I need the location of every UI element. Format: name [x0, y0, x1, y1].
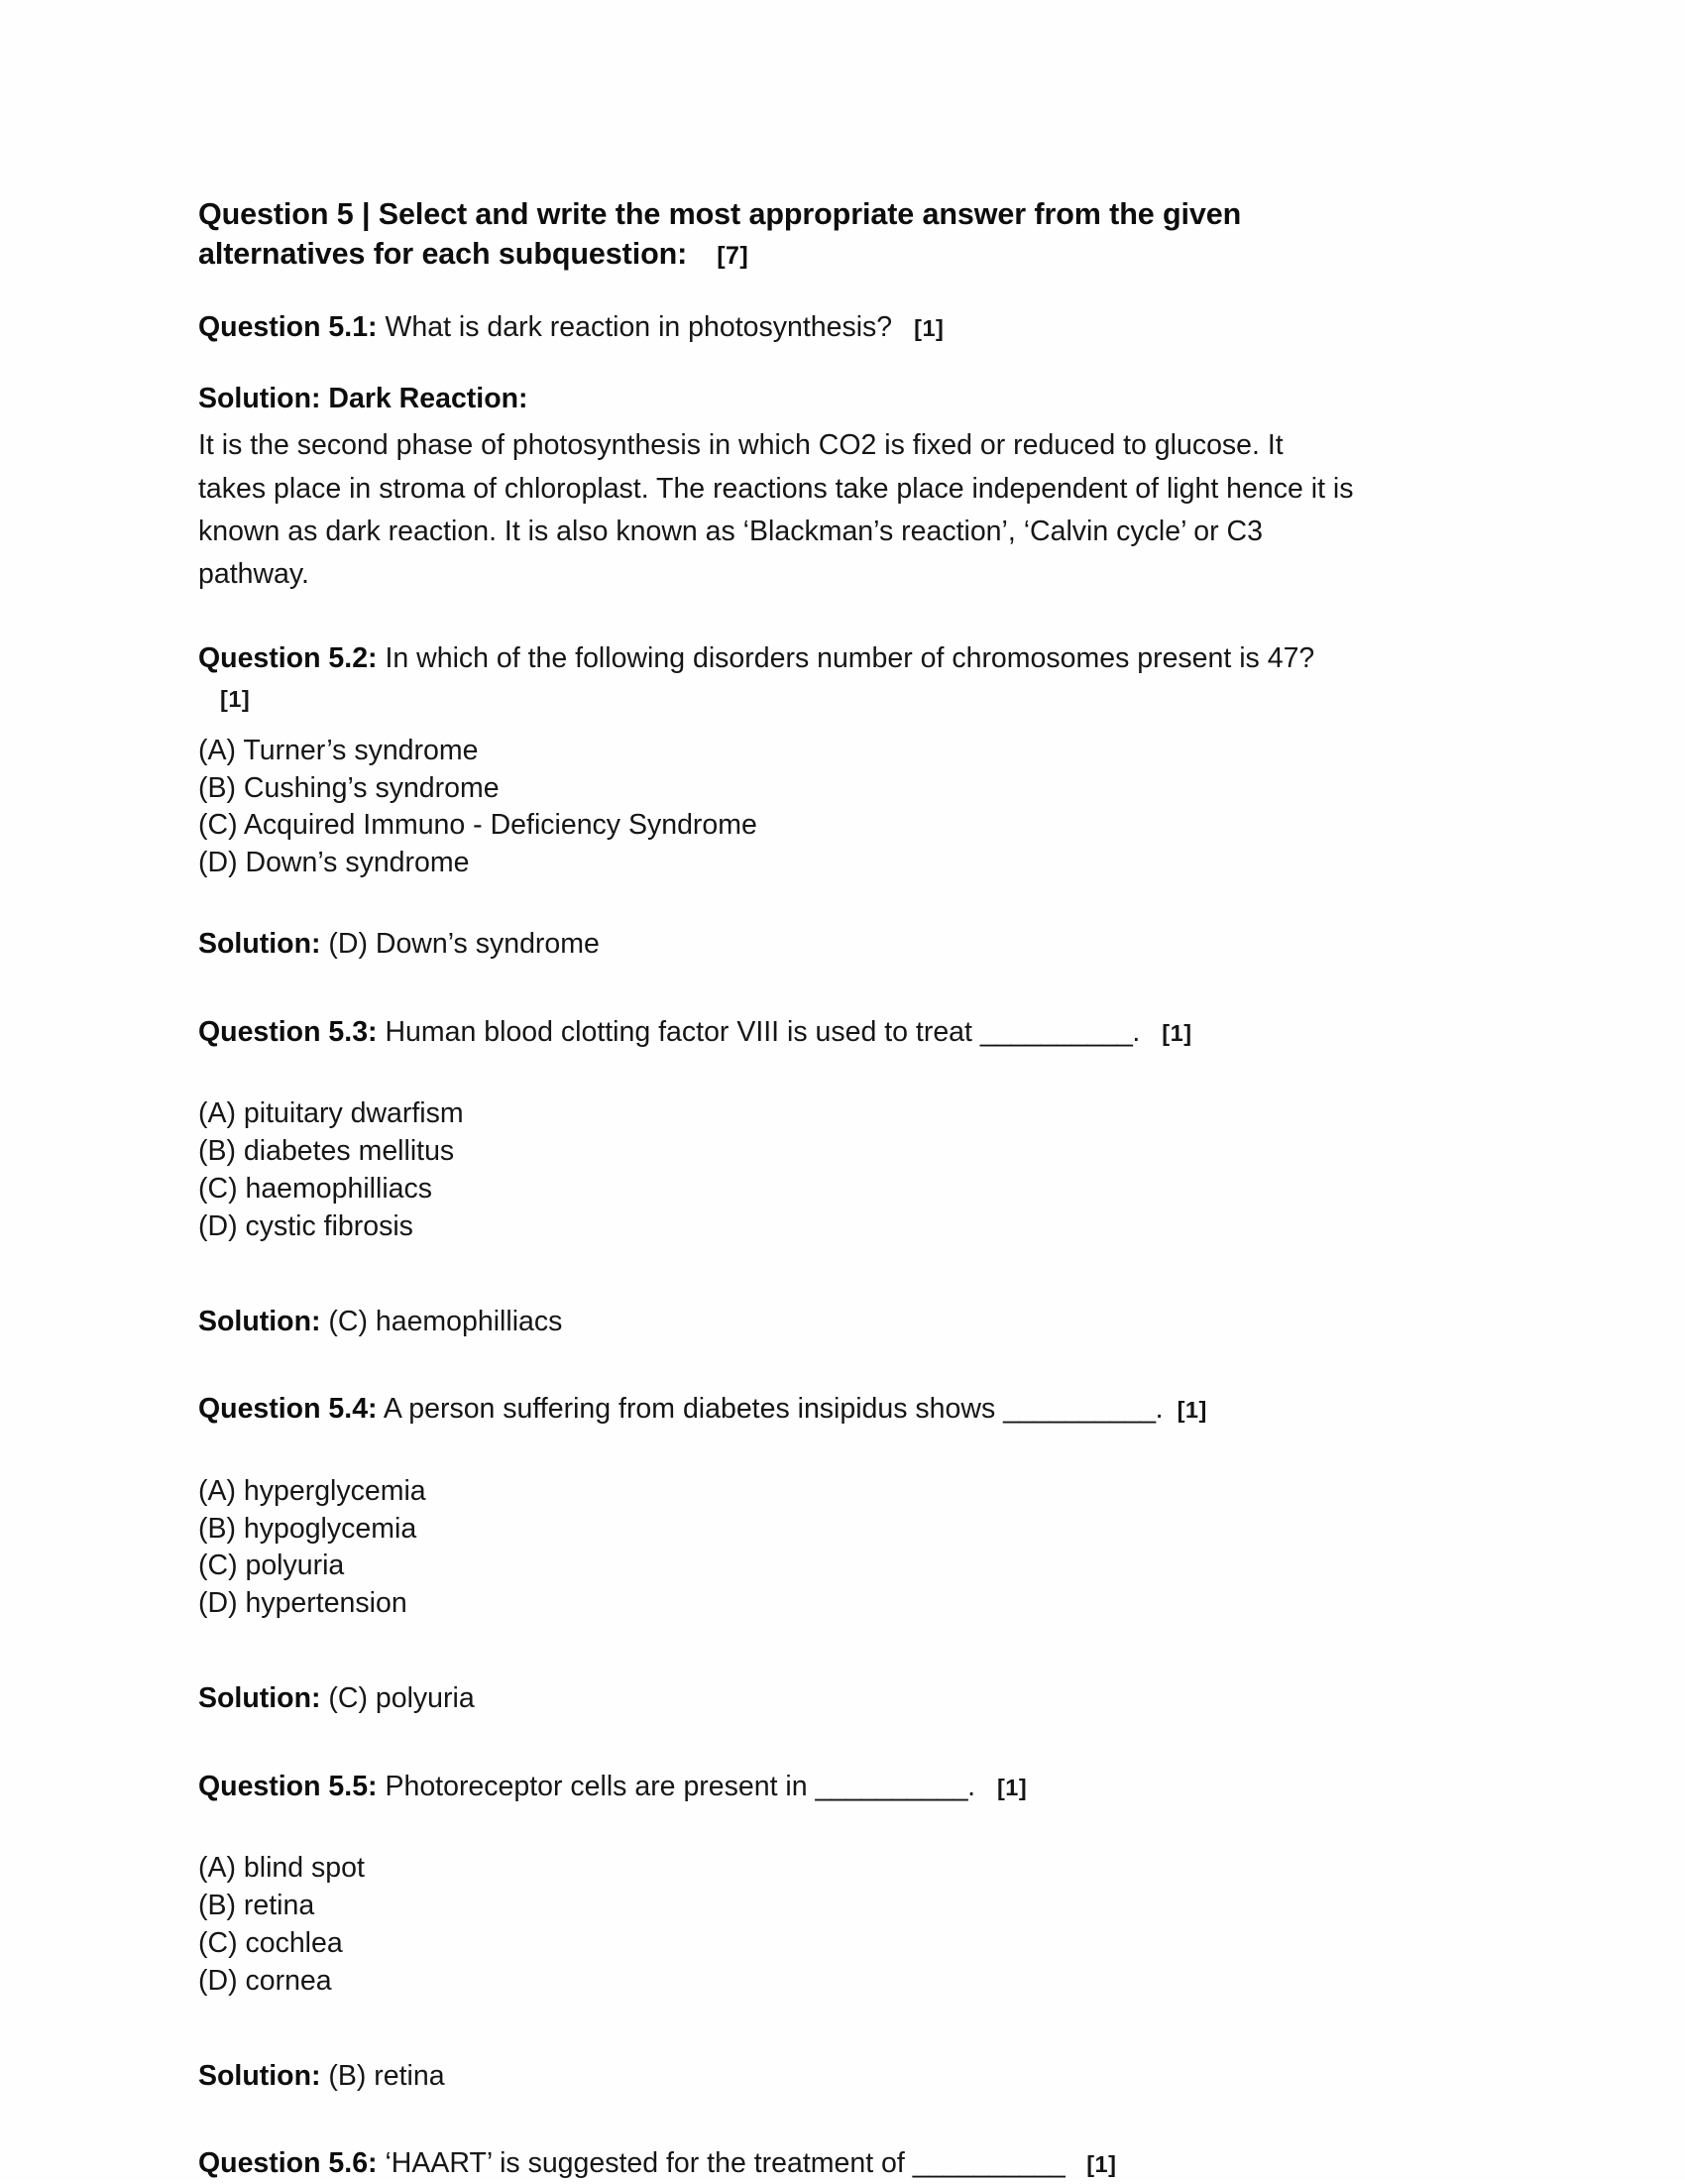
solution-5-2: [198, 924, 1358, 964]
question-5-5-marks: [1]: [996, 1774, 1028, 1800]
solution-5-4-label: Solution:: [198, 1682, 321, 1715]
option-item: (B) retina: [198, 1890, 315, 1922]
solution-5-4: [198, 1678, 1358, 1718]
options-5-2: [198, 733, 1358, 883]
option-item: (D) hypertension: [198, 1587, 407, 1620]
spacer: [198, 1347, 1358, 1389]
option-item: (A) Turner’s syndrome: [198, 734, 479, 766]
spacer: [198, 1066, 1358, 1095]
spacer: [198, 971, 1358, 1012]
question-5-1-text: What is dark reaction in photosynthesis?: [377, 310, 893, 343]
document-content: [198, 194, 1358, 2184]
solution-5-4-text: (C) polyuria: [320, 1682, 475, 1715]
question-5-1-marks: [1]: [914, 314, 945, 341]
options-5-4: [198, 1473, 1358, 1624]
option-item: (C) cochlea: [198, 1926, 343, 1959]
spacer: [198, 882, 1358, 924]
option-item: (D) cystic fibrosis: [198, 1209, 413, 1242]
spacer: [198, 1820, 1358, 1850]
question-5-6-blank: __________: [912, 2147, 1066, 2180]
option-item: (D) cornea: [198, 1964, 332, 1997]
solution-5-5-text: (B) retina: [320, 2059, 445, 2092]
option-item: (A) pituitary dwarfism: [198, 1097, 464, 1130]
question-5-3-label: Question 5.3:: [198, 1015, 378, 1048]
option-item: (C) polyuria: [198, 1550, 345, 1582]
page-title-marks: [7]: [717, 242, 749, 271]
solution-5-1-label: Solution: Dark Reaction:: [198, 382, 528, 414]
question-5-2-label: Question 5.2:: [198, 641, 378, 674]
spacer: [198, 2001, 1358, 2056]
question-5-1-label: Question 5.1:: [198, 310, 378, 343]
question-5-4-text: A person suffering from diabetes insipidus shows: [377, 1393, 1004, 1426]
option-item: (B) hypoglycemia: [198, 1512, 417, 1545]
question-5-4-label: Question 5.4:: [198, 1393, 378, 1426]
spacer: [198, 597, 1358, 638]
question-5-5-blank: __________: [815, 1770, 968, 1802]
option-item: (A) blind spot: [198, 1852, 365, 1885]
question-5-5-label: Question 5.5:: [198, 1770, 378, 1802]
question-5-6-label: Question 5.6:: [198, 2147, 378, 2180]
solution-5-3: [198, 1302, 1358, 1341]
solution-5-3-label: Solution:: [198, 1305, 321, 1337]
options-5-5: [198, 1850, 1358, 2001]
question-5-1: [198, 307, 1358, 347]
spacer: [198, 361, 1358, 379]
spacer: [198, 1623, 1358, 1678]
question-5-2: [198, 638, 1358, 719]
option-item: (B) Cushing’s syndrome: [198, 771, 500, 804]
question-5-6: [198, 2143, 1358, 2183]
question-5-3-blank: __________: [979, 1015, 1133, 1048]
solution-5-5: [198, 2056, 1358, 2096]
question-5-3-marks: [1]: [1162, 1019, 1192, 1046]
solution-5-5-label: Solution:: [198, 2059, 321, 2092]
option-item: (C) Acquired Immuno - Deficiency Syndrome: [198, 809, 757, 842]
solution-5-2-text: (D) Down’s syndrome: [320, 928, 600, 961]
question-5-4-tail: .: [1155, 1393, 1164, 1426]
question-5-3-text: Human blood clotting factor VIII is used to treat: [377, 1015, 980, 1048]
option-item: (D) Down’s syndrome: [198, 847, 470, 879]
question-5-5-text: Photoreceptor cells are present in: [377, 1770, 816, 1802]
question-5-3: [198, 1012, 1358, 1052]
solution-5-2-label: Solution:: [198, 928, 321, 961]
question-5-5-tail: .: [967, 1770, 975, 1802]
option-item: (C) haemophilliacs: [198, 1172, 433, 1205]
page-title: [198, 194, 1358, 275]
question-5-4-blank: __________: [1003, 1393, 1156, 1426]
option-item: (B) diabetes mellitus: [198, 1135, 455, 1168]
question-5-6-marks: [1]: [1086, 2151, 1117, 2178]
solution-5-1-paragraph: It is the second phase of photosynthesis in which CO2 is fixed or reduced to glucose. It takes place in stroma of chloroplast. The reactions take place independent of light hence it is known as dark reaction. It is also known as ‘Blackman’s reaction’, ‘Calvin cycle’ or C3 pathway.: [198, 429, 1354, 591]
spacer: [198, 2102, 1358, 2143]
solution-5-3-text: (C) haemophilliacs: [320, 1305, 563, 1337]
spacer: [198, 1443, 1358, 1473]
options-5-3: [198, 1095, 1358, 1246]
spacer: [198, 1246, 1358, 1302]
question-5-5: [198, 1767, 1358, 1806]
question-5-2-text: In which of the following disorders number of chromosomes present is 47?: [377, 641, 1315, 674]
page-title-text: Question 5 | Select and write the most appropriate answer from the given alternatives for each subquestion:: [198, 197, 1242, 272]
question-5-3-tail: .: [1132, 1015, 1141, 1048]
question-5-2-marks: [1]: [220, 686, 251, 713]
question-5-6-text: ‘HAART’ is suggested for the treatment of: [377, 2147, 913, 2180]
question-5-4-marks: [1]: [1177, 1397, 1207, 1424]
question-5-4: [198, 1389, 1358, 1429]
spacer: [198, 1725, 1358, 1767]
option-item: (A) hyperglycemia: [198, 1474, 426, 1507]
solution-5-1-heading: [198, 379, 1358, 418]
